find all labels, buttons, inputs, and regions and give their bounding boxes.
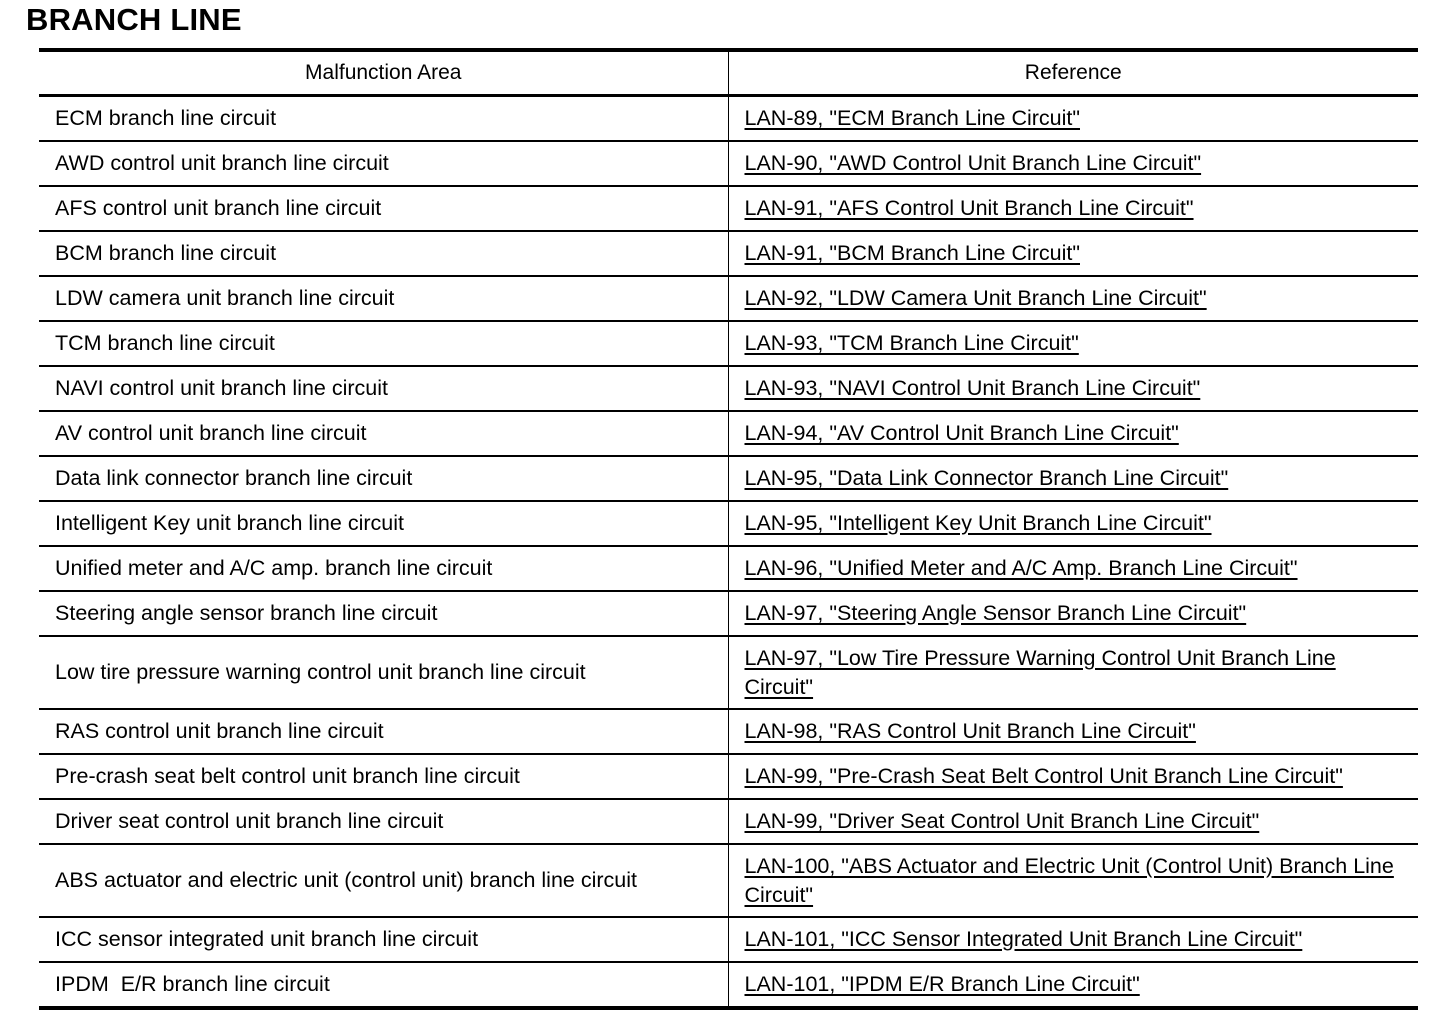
table-row	[39, 456, 1418, 501]
reference-link[interactable]: LAN-93, "TCM Branch Line Circuit"	[744, 331, 1079, 355]
page-title: BRANCH LINE	[26, 2, 242, 37]
table-row	[39, 754, 1418, 799]
reference-link[interactable]: LAN-90, "AWD Control Unit Branch Line Circuit"	[744, 151, 1202, 175]
reference-cell	[728, 501, 1418, 546]
table-row	[39, 96, 1418, 142]
reference-cell	[728, 411, 1418, 456]
table-row	[39, 799, 1418, 844]
reference-link[interactable]: LAN-93, "NAVI Control Unit Branch Line Circuit"	[744, 376, 1201, 400]
malfunction-area-cell: TCM branch line circuit	[39, 321, 728, 366]
reference-link[interactable]: LAN-89, "ECM Branch Line Circuit"	[744, 106, 1080, 130]
reference-cell	[728, 917, 1418, 962]
reference-cell	[728, 754, 1418, 799]
malfunction-area-cell: Intelligent Key unit branch line circuit	[39, 501, 728, 546]
table-row	[39, 186, 1418, 231]
table-row	[39, 636, 1418, 709]
reference-cell	[728, 962, 1418, 1008]
reference-cell	[728, 799, 1418, 844]
table-row	[39, 709, 1418, 754]
reference-cell	[728, 231, 1418, 276]
reference-link[interactable]: LAN-101, "ICC Sensor Integrated Unit Branch Line Circuit"	[744, 927, 1303, 951]
reference-link[interactable]: LAN-91, "BCM Branch Line Circuit"	[744, 241, 1080, 265]
header-reference: Reference	[728, 50, 1418, 96]
reference-link[interactable]: LAN-92, "LDW Camera Unit Branch Line Circuit"	[744, 286, 1207, 310]
reference-link[interactable]: LAN-97, "Low Tire Pressure Warning Control Unit Branch Line Circuit"	[744, 645, 1336, 699]
reference-cell	[728, 844, 1418, 917]
reference-link[interactable]: LAN-98, "RAS Control Unit Branch Line Circuit"	[744, 719, 1196, 743]
reference-cell	[728, 709, 1418, 754]
malfunction-area-cell: RAS control unit branch line circuit	[39, 709, 728, 754]
reference-cell	[728, 591, 1418, 636]
reference-link[interactable]: LAN-94, "AV Control Unit Branch Line Circuit"	[744, 421, 1179, 445]
reference-link[interactable]: LAN-101, "IPDM E/R Branch Line Circuit"	[744, 972, 1140, 996]
malfunction-area-cell: NAVI control unit branch line circuit	[39, 366, 728, 411]
reference-link[interactable]: LAN-91, "AFS Control Unit Branch Line Circuit"	[744, 196, 1194, 220]
reference-cell	[728, 456, 1418, 501]
malfunction-area-cell: ABS actuator and electric unit (control unit) branch line circuit	[39, 844, 728, 917]
reference-cell	[728, 96, 1418, 142]
malfunction-area-cell: IPDM E/R branch line circuit	[39, 962, 728, 1008]
reference-cell	[728, 636, 1418, 709]
malfunction-area-cell: AV control unit branch line circuit	[39, 411, 728, 456]
malfunction-area-cell: AFS control unit branch line circuit	[39, 186, 728, 231]
branch-line-table	[39, 48, 1418, 1010]
table-row	[39, 591, 1418, 636]
table-row	[39, 546, 1418, 591]
reference-link[interactable]: LAN-100, "ABS Actuator and Electric Unit (Control Unit) Branch Line Circuit"	[744, 853, 1394, 907]
malfunction-area-cell: Low tire pressure warning control unit branch line circuit	[39, 636, 728, 709]
malfunction-area-cell: Unified meter and A/C amp. branch line circuit	[39, 546, 728, 591]
malfunction-area-cell: Pre-crash seat belt control unit branch line circuit	[39, 754, 728, 799]
table-row	[39, 411, 1418, 456]
table-row	[39, 962, 1418, 1008]
reference-link[interactable]: LAN-97, "Steering Angle Sensor Branch Line Circuit"	[744, 601, 1247, 625]
reference-cell	[728, 366, 1418, 411]
malfunction-area-cell: BCM branch line circuit	[39, 231, 728, 276]
reference-link[interactable]: LAN-95, "Intelligent Key Unit Branch Line Circuit"	[744, 511, 1212, 535]
table-row	[39, 141, 1418, 186]
reference-cell	[728, 321, 1418, 366]
reference-cell	[728, 186, 1418, 231]
malfunction-area-cell: LDW camera unit branch line circuit	[39, 276, 728, 321]
malfunction-area-cell: ICC sensor integrated unit branch line circuit	[39, 917, 728, 962]
reference-link[interactable]: LAN-96, "Unified Meter and A/C Amp. Branch Line Circuit"	[744, 556, 1298, 580]
reference-link[interactable]: LAN-99, "Driver Seat Control Unit Branch Line Circuit"	[744, 809, 1260, 833]
malfunction-area-cell: Steering angle sensor branch line circuit	[39, 591, 728, 636]
table-row	[39, 366, 1418, 411]
table-row	[39, 321, 1418, 366]
header-malfunction-area: Malfunction Area	[39, 50, 728, 96]
malfunction-area-cell: Data link connector branch line circuit	[39, 456, 728, 501]
malfunction-area-cell: AWD control unit branch line circuit	[39, 141, 728, 186]
table-row	[39, 231, 1418, 276]
reference-cell	[728, 141, 1418, 186]
table-row	[39, 917, 1418, 962]
table-row	[39, 844, 1418, 917]
table-row	[39, 276, 1418, 321]
table-header-row	[39, 50, 1418, 96]
reference-link[interactable]: LAN-99, "Pre-Crash Seat Belt Control Unit Branch Line Circuit"	[744, 764, 1343, 788]
table-row	[39, 501, 1418, 546]
reference-link[interactable]: LAN-95, "Data Link Connector Branch Line Circuit"	[744, 466, 1229, 490]
malfunction-area-cell: ECM branch line circuit	[39, 96, 728, 142]
malfunction-area-cell: Driver seat control unit branch line circuit	[39, 799, 728, 844]
reference-cell	[728, 546, 1418, 591]
reference-cell	[728, 276, 1418, 321]
